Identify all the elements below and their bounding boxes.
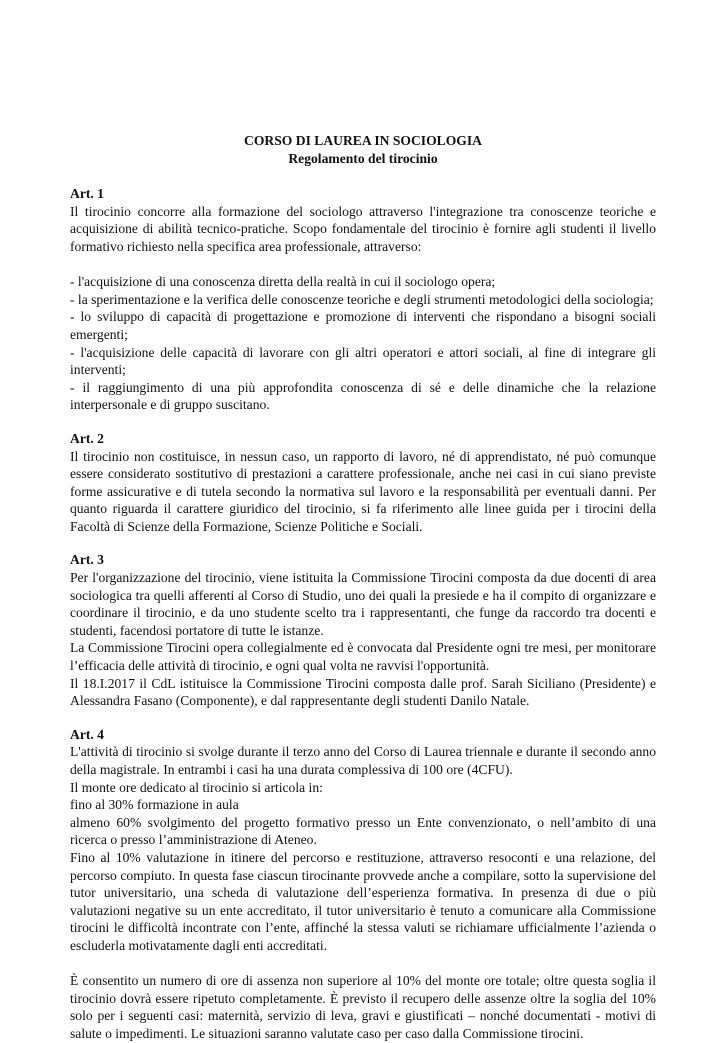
art3-paragraph: Il 18.I.2017 il CdL istituisce la Commissione Tirocini composta dalle prof. Sarah Siciliano (Presidente) e Alessandra Fasano (Componente), e dal rappresentante degli studenti Danilo Natale. [70,675,656,709]
document-subtitle: Regolamento del tirocinio [288,150,438,166]
art1-intro: Il tirocinio concorre alla formazione del sociologo attraverso l'integrazione tra conoscenze teoriche e acquisizione di abilità tecnico-pratiche. Scopo fondamentale del tirocinio è fornire agli studenti il livello formativo richiesto nella specifica area professionale, attraverso: [70,203,656,254]
art4-paragraph: almeno 60% svolgimento del progetto formativo presso un Ente convenzionato, o nell’ambito di una ricerca o presso l’amministrazione di Ateneo. [70,814,656,848]
art1-item: - il raggiungimento di una più approfondita conoscenza di sé e delle dinamiche che la relazione interpersonale e di gruppo suscitano. [70,379,656,413]
art4-paragraph: fino al 30% formazione in aula [70,797,239,813]
art1-item: - l'acquisizione di una conoscenza diretta della realtà in cui il sociologo opera; [70,274,496,290]
art3-paragraph: La Commissione Tirocini opera collegialmente ed è convocata dal Presidente ogni tre mesi, per monitorare l’efficacia delle attività di tirocinio, e ogni qual volta ne ravvisi l'opportunità. [70,640,656,674]
document-body [70,132,656,1043]
art2-heading: Art. 2 [70,430,104,446]
art1-heading: Art. 1 [70,186,104,202]
document-title: CORSO DI LAUREA IN SOCIOLOGIA [244,133,482,148]
art1-item: - l'acquisizione delle capacità di lavorare con gli altri operatori e attori sociali, al fine di integrare gli interventi; [70,344,656,378]
art3-paragraph: Per l'organizzazione del tirocinio, viene istituita la Commissione Tirocini composta da due docenti di area sociologica tra quelli afferenti al Corso di Studio, uno dei quali la presiede e ha il compito di organizzare e coordinare il tirocinio, e da uno studente scelto tra i rappresentanti, che funge da raccordo tra docenti e studenti, facendosi portatore di tutte le istanze. [70,570,656,638]
art4-paragraph: Fino al 10% valutazione in itinere del percorso e restituzione, attraverso resoconti e una relazione, del percorso compiuto. In questa fase ciascun tirocinante provvede anche a compilare, sotto la supervisione del tutor universitario, una scheda di valutazione dell’esperienza formativa. In presenza di due o più valutazioni negative su un ente accreditato, il tutor universitario è tenuto a comunicare alla Commissione tirocini le difficoltà incontrate con l’ente, affinché la stessa valuti se richiamare ufficialmente l’azienda o escluderla motivatamente dagli enti accreditati. [70,849,656,953]
art4-paragraph: È consentito un numero di ore di assenza non superiore al 10% del monte ore totale; oltre questa soglia il tirocinio dovrà essere ripetuto completamente. È previsto il recupero delle assenze oltre la soglia del 10% solo per i seguenti casi: maternità, servizio di leva, gravi e giustificati – nonché documentati - motivi di salute o impedimenti. Le situazioni saranno valutate caso per caso dalla Commissione tirocini. [70,973,656,1041]
art2-text: Il tirocinio non costituisce, in nessun caso, un rapporto di lavoro, né di apprendistato, né può comunque essere considerato sostitutivo di prestazioni a carattere professionale, anche nei casi in cui siano previste forme assicurative e di tutela secondo la normativa sul lavoro e la responsabilità per eventuali danni. Per quanto riguarda il carattere giuridico del tirocinio, si fa riferimento alle linee guida per i tirocini della Facoltà di Scienze della Formazione, Scienze Politiche e Sociali. [70,448,656,534]
art1-item: - lo sviluppo di capacità di progettazione e promozione di interventi che rispondano a bisogni sociali emergenti; [70,309,656,342]
art4-paragraph: L'attività di tirocinio si svolge durante il terzo anno del Corso di Laurea triennale e durante il secondo anno della magistrale. In entrambi i casi ha una durata complessiva di 100 ore (4CFU). [70,744,656,777]
art4-heading: Art. 4 [70,726,104,742]
art3-heading: Art. 3 [70,552,104,568]
art1-item: - la sperimentazione e la verifica delle conoscenze teoriche e degli strumenti metodologici della sociologia; [70,291,654,307]
art4-paragraph: Il monte ore dedicato al tirocinio si articola in: [70,779,323,795]
